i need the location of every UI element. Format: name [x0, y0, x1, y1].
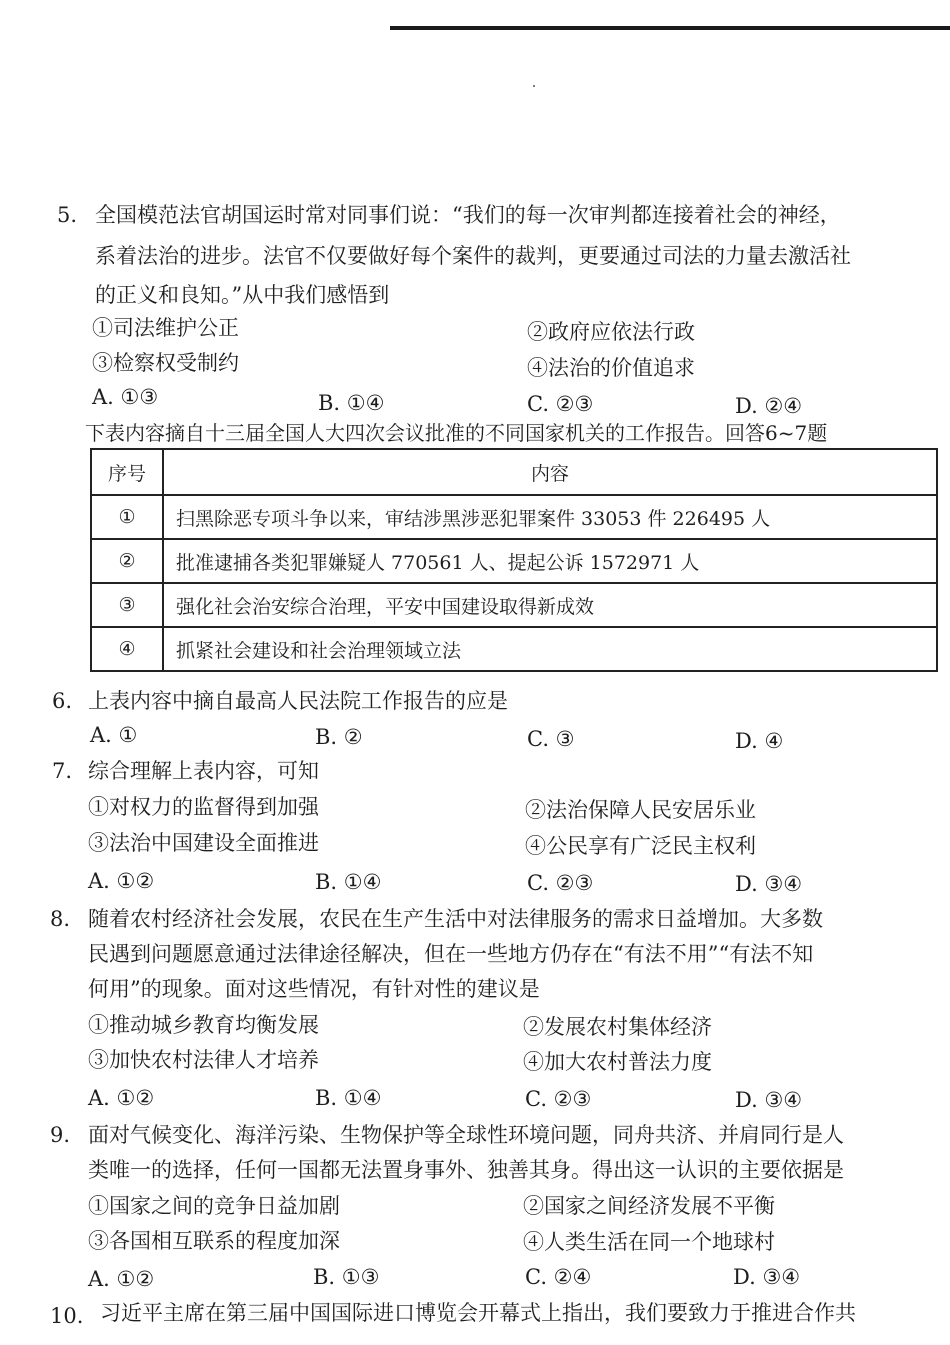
q5-item-2: ②政府应依法行政: [527, 320, 695, 344]
table-cell-index: ①: [91, 495, 163, 539]
q9-stem-line-1: 面对气候变化、海洋污染、生物保护等全球性环境问题，同舟共济、并肩同行是人: [88, 1123, 844, 1147]
table-row: [91, 539, 937, 583]
q7-stem-line-1: 综合理解上表内容，可知: [88, 759, 319, 783]
q5-option-d[interactable]: D. ②④: [735, 394, 803, 418]
q9-item-1: ①国家之间的竞争日益加剧: [88, 1194, 340, 1218]
scan-edge-line: [390, 26, 950, 30]
q5-option-b[interactable]: B. ①④: [318, 391, 385, 415]
table-cell-content: 抓紧社会建设和社会治理领域立法: [163, 627, 937, 671]
table-header-row: [91, 449, 937, 495]
q7-item-1: ①对权力的监督得到加强: [88, 795, 319, 819]
table-header-index: 序号: [91, 449, 163, 495]
table-cell-content: 扫黑除恶专项斗争以来，审结涉黑涉恶犯罪案件 33053 件 226495 人: [163, 495, 937, 539]
q5-number: 5.: [57, 203, 78, 227]
table-intro: 下表内容摘自十三届全国人大四次会议批准的不同国家机关的工作报告。回答6~7题: [85, 421, 828, 445]
table-row: [91, 495, 937, 539]
q10-number: 10.: [50, 1304, 84, 1328]
q6-option-b[interactable]: B. ②: [315, 725, 363, 749]
q9-option-a[interactable]: A. ①②: [88, 1267, 155, 1291]
q5-stem-line-1: 全国模范法官胡国运时常对同事们说：“我们的每一次审判都连接着社会的神经，: [95, 203, 841, 227]
q9-item-3: ③各国相互联系的程度加深: [88, 1229, 340, 1253]
scan-speck: [533, 85, 535, 87]
q9-option-b[interactable]: B. ①③: [313, 1265, 380, 1289]
table-header-content: 内容: [163, 449, 937, 495]
q9-item-4: ④人类生活在同一个地球村: [523, 1230, 775, 1254]
q7-item-3: ③法治中国建设全面推进: [88, 831, 319, 855]
table-row: [91, 627, 937, 671]
q8-stem-line-1: 随着农村经济社会发展，农民在生产生活中对法律服务的需求日益增加。大多数: [88, 907, 823, 931]
q7-option-b[interactable]: B. ①④: [315, 870, 382, 894]
q8-item-1: ①推动城乡教育均衡发展: [88, 1013, 319, 1037]
q9-number: 9.: [50, 1123, 71, 1147]
q5-stem-line-3: 的正义和良知。”从中我们感悟到: [95, 283, 390, 307]
q9-option-c[interactable]: C. ②④: [525, 1265, 592, 1289]
q8-item-3: ③加快农村法律人才培养: [88, 1048, 319, 1072]
q8-item-4: ④加大农村普法力度: [523, 1050, 712, 1074]
q6-stem-line-1: 上表内容中摘自最高人民法院工作报告的应是: [88, 689, 508, 713]
table-cell-index: ③: [91, 583, 163, 627]
q9-stem-line-2: 类唯一的选择，任何一国都无法置身事外、独善其身。得出这一认识的主要依据是: [88, 1158, 844, 1182]
report-table: [90, 448, 938, 672]
table-cell-index: ④: [91, 627, 163, 671]
q10-stem-line-1: 习近平主席在第三届中国国际进口博览会开幕式上指出，我们要致力于推进合作共: [100, 1301, 856, 1325]
q5-option-c[interactable]: C. ②③: [527, 392, 594, 416]
q5-item-3: ③检察权受制约: [92, 351, 239, 375]
q8-option-c[interactable]: C. ②③: [525, 1087, 592, 1111]
q8-stem-line-2: 民遇到问题愿意通过法律途径解决，但在一些地方仍存在“有法不用”“有法不知: [88, 942, 814, 966]
q7-item-2: ②法治保障人民安居乐业: [525, 798, 756, 822]
table-cell-content: 强化社会治安综合治理，平安中国建设取得新成效: [163, 583, 937, 627]
q5-stem-line-2: 系着法治的进步。法官不仅要做好每个案件的裁判，更要通过司法的力量去激活社: [95, 244, 851, 268]
q7-item-4: ④公民享有广泛民主权利: [525, 834, 756, 858]
q7-option-c[interactable]: C. ②③: [527, 871, 594, 895]
table-cell-content: 批准逮捕各类犯罪嫌疑人 770561 人、提起公诉 1572971 人: [163, 539, 937, 583]
table-row: [91, 583, 937, 627]
table-cell-index: ②: [91, 539, 163, 583]
q8-option-d[interactable]: D. ③④: [735, 1088, 803, 1112]
q5-option-a[interactable]: A. ①③: [92, 385, 159, 409]
q9-item-2: ②国家之间经济发展不平衡: [523, 1194, 775, 1218]
q7-number: 7.: [52, 759, 73, 783]
q8-stem-line-3: 何用”的现象。面对这些情况，有针对性的建议是: [88, 977, 540, 1001]
q8-option-b[interactable]: B. ①④: [315, 1086, 382, 1110]
q6-option-a[interactable]: A. ①: [90, 723, 138, 747]
q6-option-d[interactable]: D. ④: [735, 729, 784, 753]
q5-item-4: ④法治的价值追求: [527, 356, 695, 380]
q8-number: 8.: [50, 907, 71, 931]
q7-option-a[interactable]: A. ①②: [88, 869, 155, 893]
q9-option-d[interactable]: D. ③④: [733, 1265, 801, 1289]
q8-option-a[interactable]: A. ①②: [88, 1086, 155, 1110]
q8-item-2: ②发展农村集体经济: [523, 1015, 712, 1039]
q7-option-d[interactable]: D. ③④: [735, 872, 803, 896]
q5-item-1: ①司法维护公正: [92, 316, 239, 340]
q6-number: 6.: [52, 689, 73, 713]
q6-option-c[interactable]: C. ③: [527, 727, 575, 751]
